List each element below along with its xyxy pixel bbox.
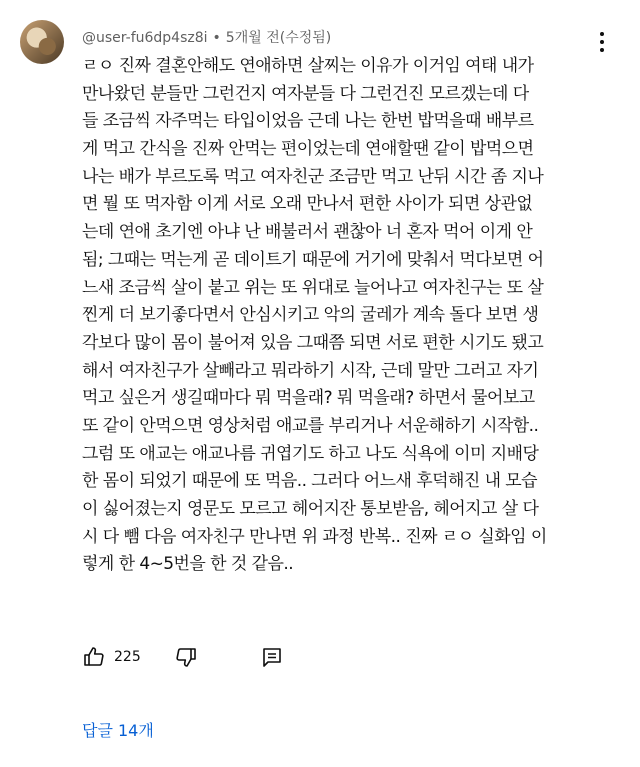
comment-line: 시 다 뺌 다음 여자친구 만나면 위 과정 반복.. 진짜 ㄹㅇ 실화임 이 <box>82 526 547 547</box>
comment-line: 만나왔던 분들만 그런건지 여자분들 다 그런건진 모르겠는데 다 <box>82 83 529 104</box>
comment-line: 먹고 싶은거 생길때마다 뭐 먹을래? 뭐 먹을래? 하면서 물어보고 <box>82 388 535 409</box>
comment-text <box>82 53 622 579</box>
comment-actions <box>82 645 302 677</box>
comment-line: 찐게 더 보기좋다면서 안심시키고 악의 굴레가 계속 돌다 보면 생 <box>82 305 539 326</box>
comment-line: 게 먹고 간식을 진짜 안먹는 편이었는데 연애할땐 같이 밥먹으면 <box>82 139 534 160</box>
dislike-button[interactable] <box>174 645 198 669</box>
comment-header <box>82 27 331 47</box>
comment-line: 해서 여자친구가 살빼라고 뭐라하기 시작, 근데 말만 그러고 자기 <box>82 360 539 381</box>
separator-dot: • <box>212 30 221 46</box>
avatar[interactable] <box>20 20 64 64</box>
comment-line: 는데 연애 초기엔 아냐 난 배불러서 괜찮아 너 혼자 먹어 이게 안 <box>82 222 533 243</box>
comment-line: 들 조금씩 자주먹는 타입이었음 근데 나는 한번 밥먹을때 배부르 <box>82 111 534 132</box>
comment-reply-icon <box>260 645 284 669</box>
author-name[interactable]: @user-fu6dp4sz8i <box>82 30 208 46</box>
comment-line: 나는 배가 부르도록 먹고 여자친군 조금만 먹고 난뒤 시간 좀 지나 <box>82 166 544 187</box>
comment-line: 됨; 그때는 먹는게 곧 데이트기 때문에 거기에 맞춰서 먹다보면 어 <box>82 249 544 270</box>
like-count: 225 <box>114 649 141 665</box>
thumb-down-icon <box>174 645 198 669</box>
comment-line: ㄹㅇ 진짜 결혼안해도 연애하면 살찌는 이유가 이거임 여태 내가 <box>82 56 534 76</box>
comment-line: 한 몸이 되었기 때문에 또 먹음.. 그러다 어느새 후덕해진 내 모습 <box>82 471 538 492</box>
like-button[interactable] <box>82 645 141 669</box>
comment-line: 렇게 한 4~5번을 한 것 같음.. <box>82 554 294 575</box>
comment-line: 그럼 또 애교는 애교나름 귀엽기도 하고 나도 식욕에 이미 지배당 <box>82 443 539 464</box>
reply-button[interactable] <box>260 645 284 669</box>
comment-line: 면 뭘 또 먹자함 이게 서로 오래 만나서 편한 사이가 되면 상관없 <box>82 194 533 215</box>
comment-line: 각보다 많이 몸이 불어져 있음 그때쯤 되면 서로 편한 시기도 됐고 <box>82 332 544 353</box>
replies-toggle[interactable]: 답글 14개 <box>82 721 154 740</box>
comment-line: 느새 조금씩 살이 붙고 위는 또 위대로 늘어나고 여자친구는 또 살 <box>82 277 544 298</box>
comment-line: 이 싫어졌는지 영문도 모르고 헤어지잔 통보받음, 헤어지고 살 다 <box>82 499 539 519</box>
thumb-up-icon <box>82 645 106 669</box>
comment-line: 또 같이 안먹으면 영상처럼 애교를 부리거나 서운해하기 시작함.. <box>82 415 539 436</box>
comment-time[interactable]: 5개월 전(수정됨) <box>225 30 332 46</box>
